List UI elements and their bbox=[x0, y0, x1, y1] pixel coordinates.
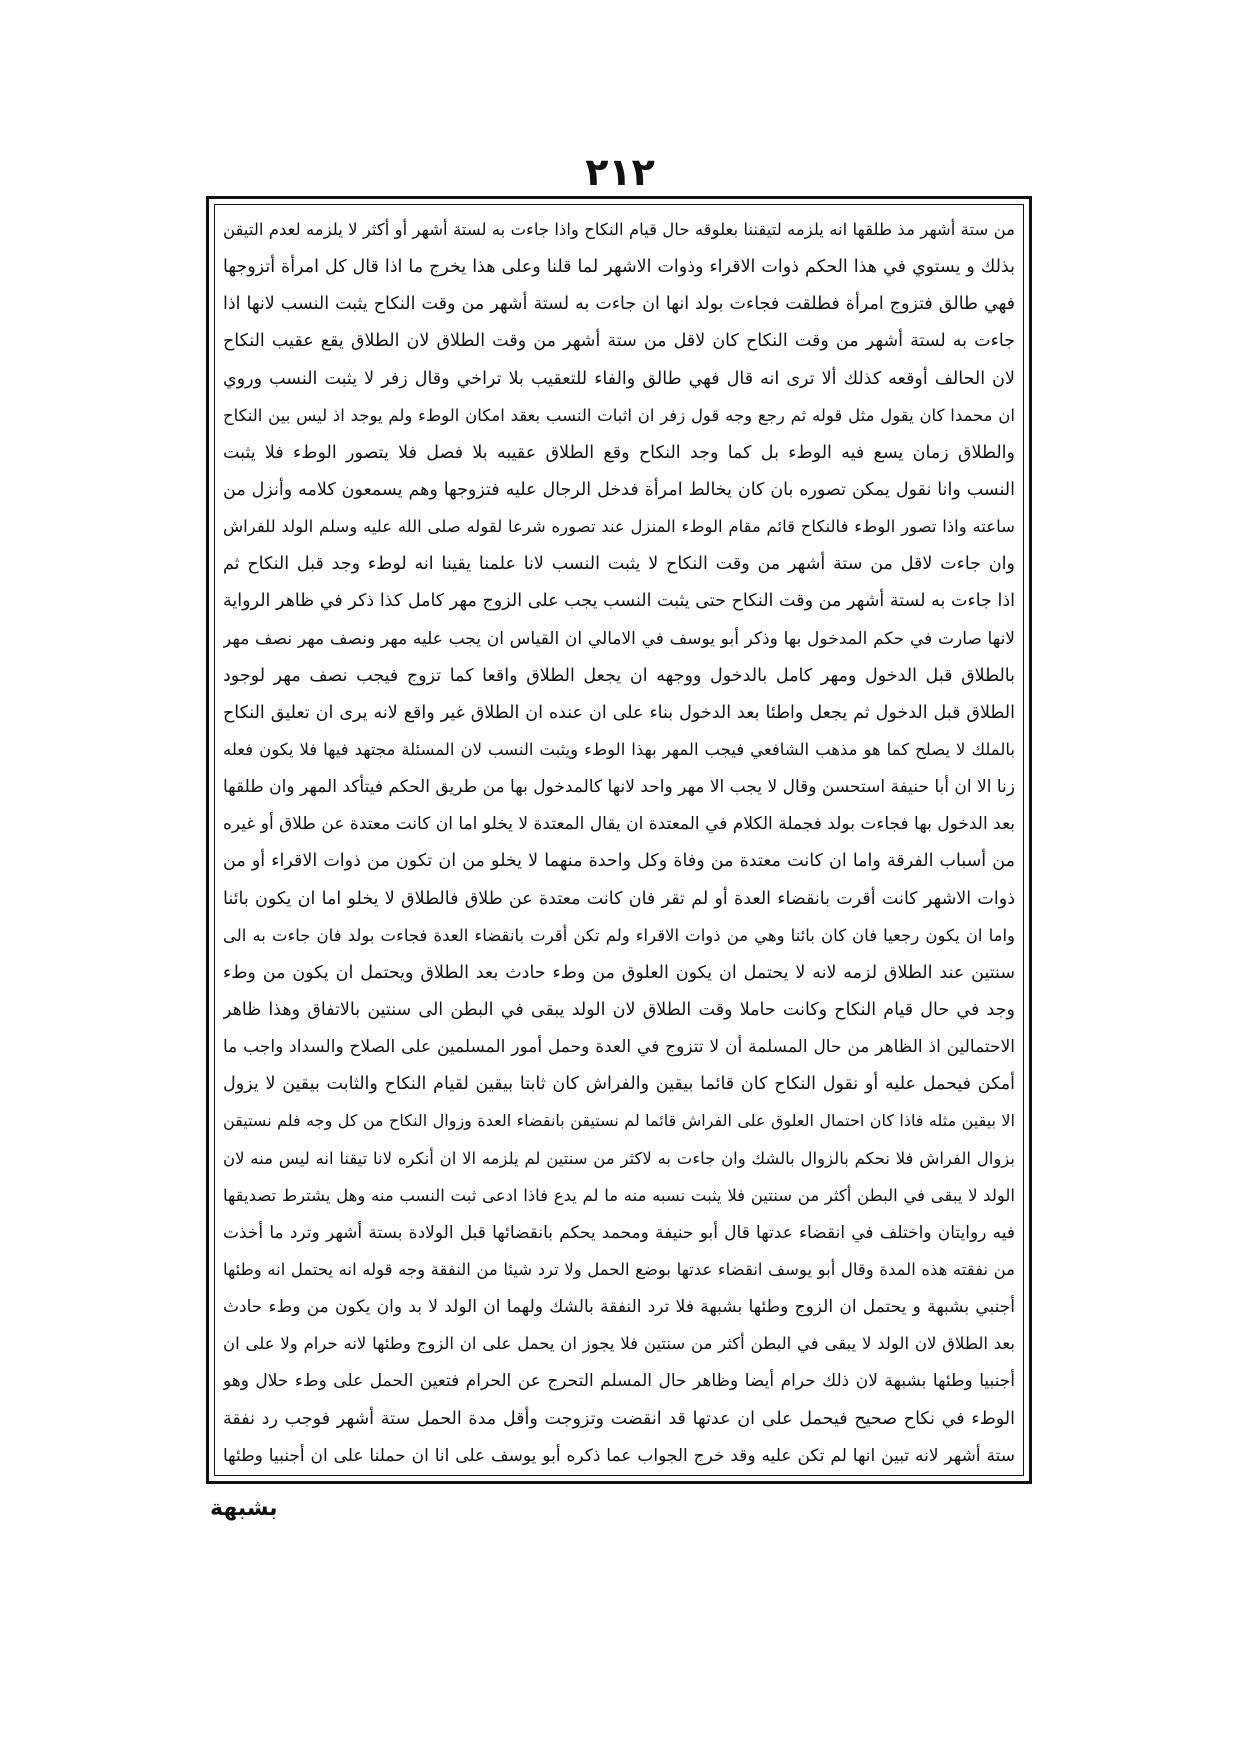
text-line: من أسباب الفرقة واما ان كانت معتدة من وفاة وكل واحدة منهما لا يخلو من ان تكون من ذوات الاقراء أو من bbox=[223, 851, 1015, 872]
text-frame bbox=[206, 196, 1032, 1484]
text-line: الولد لا يبقى في البطن أكثر من سنتين فلا يثبت نسبه منه ما لم يدع فاذا ادعى ثبت النسب منه وهل يشترط تصديقها bbox=[223, 1185, 1015, 1205]
text-line: النسب وانا نقول يمكن تصوره بان كان يخالط امرأة فدخل الرجال عليه فتزوجها وهم يسمعون كلامه وأنزل من bbox=[223, 479, 1015, 500]
text-line: بالطلاق قبل الدخول ومهر كامل بالدخول ووجهه ان يجعل الطلاق واقعا كما تزوج فيجب نصف مهر لوجود bbox=[223, 665, 1015, 686]
text-line: من نفقته هذه المدة وقال أبو يوسف انقضاء عدتها بوضع الحمل ولا ترد شيئا من النفقة وجه قوله انه يحتمل انه وطئها bbox=[223, 1259, 1015, 1279]
text-line: لان الحالف أوقعه كذلك ألا ترى انه قال فهي طالق والفاء للتعقيب بلا تراخي وقال زفر لا يثبت النسب وروي bbox=[223, 368, 1015, 389]
text-line: بذلك و يستوي في هذا الحكم ذوات الاقراء وذوات الاشهر لما قلنا وعلى هذا يخرج ما اذا قال كل امرأة أتزوجها bbox=[223, 257, 1015, 278]
page-number: ٢١٢ bbox=[585, 150, 655, 194]
text-body bbox=[223, 213, 1015, 1473]
text-line: ان محمدا كان يقول مثل قوله ثم رجع وجه قول زفر ان اثبات النسب بعقد امكان الوطء ولم يوجد اذ ليس بين النكاح bbox=[223, 405, 1015, 425]
text-line: فهي طالق فتزوج امرأة فطلقت فجاءت بولد انها ان جاءت به لستة أشهر من وقت النكاح يثبت النسب لانها اذا bbox=[223, 294, 1015, 315]
text-line: الوطء في نكاح صحيح فيحمل على ان عدتها قد انقضت وتزوجت وأقل مدة الحمل ستة أشهر فوجب رد نفقة bbox=[223, 1408, 1015, 1429]
text-line: واما ان يكون رجعيا فان كان بائنا وهي من ذوات الاقراء ولم تكن أقرت بانقضاء العدة فجاءت بولد فان جاءت به الى bbox=[223, 925, 1015, 945]
text-line: أجنبيا وطئها بشبهة لان ذلك حرام أيضا وظاهر حال المسلم التحرج عن الحرام فتعين الحمل على وطء حلال وهو bbox=[223, 1371, 1015, 1392]
text-line: وجد في حال قيام النكاح وكانت حاملا وقت الطلاق لان الولد يبقى في البطن الى سنتين بالاتفاق وهذا ظاهر bbox=[223, 999, 1015, 1020]
text-line: الا بيقين مثله فاذا كان احتمال العلوق على الفراش قائما لم نستيقن بانقضاء العدة وزوال النكاح من كل وجه فلم نستيقن bbox=[223, 1111, 1015, 1131]
text-line: سنتين عند الطلاق لزمه لانه لا يحتمل ان يكون العلوق من وطء حادث بعد الطلاق ويحتمل ان يكون من وطء bbox=[223, 962, 1015, 983]
text-line: زنا الا ان أبا حنيفة استحسن وقال لا يجب الا مهر واحد لانها كالمدخول بها من طريق الحكم فيتأكد المهر وان طلقها bbox=[223, 777, 1015, 798]
text-line: وان جاءت لاقل من ستة أشهر من وقت النكاح لا يثبت النسب لانا علمنا يقينا انه لوطء وجد قبل النكاح ثم bbox=[223, 554, 1015, 575]
text-line: الاحتمالين اذ الظاهر من حال المسلمة أن لا تتزوج في العدة وحمل أمور المسلمين على الصلاح والسداد واجب ما bbox=[223, 1037, 1015, 1058]
text-line: بالملك لا يصلح كما هو مذهب الشافعي فيجب المهر بهذا الوطء ويثبت النسب لان المسئلة مجتهد فيها فلا يكون فعله bbox=[223, 739, 1015, 759]
text-line: من ستة أشهر مذ طلقها انه يلزمه لتيقننا بعلوقه حال قيام النكاح واذا جاءت به لستة أشهر أو أكثر لا يلزمه لعدم التيقن bbox=[223, 220, 1015, 239]
text-line: بزوال الفراش فلا نحكم بالزوال بالشك وان جاءت به لاكثر من سنتين لم يلزمه الا ان أنكره لانا تيقنا انه ليس منه لان bbox=[223, 1148, 1015, 1168]
text-line: لانها صارت في حكم المدخول بها وذكر أبو يوسف في الامالي ان القياس ان يجب عليه مهر ونصف مهر نصف مهر bbox=[223, 628, 1015, 649]
text-line: فيه روايتان واختلف في انقضاء عدتها قال أبو حنيفة ومحمد يحكم بانقضائها قبل الولادة بستة أشهر وترد ما أخذت bbox=[223, 1222, 1015, 1243]
text-line: ستة أشهر لانه تبين انها لم تكن عليه وقد خرج الجواب عما ذكره أبو يوسف على انا ان حملنا على ان أجنبيا وطئها bbox=[223, 1445, 1015, 1466]
catchword: بشبهة bbox=[210, 1496, 278, 1521]
text-line: أمكن فيحمل عليه أو نقول النكاح كان قائما بيقين والفراش كان ثابتا بيقين لقيام النكاح والثابت بيقين لا يزول bbox=[223, 1074, 1015, 1095]
text-line: ساعته واذا تصور الوطء فالنكاح قائم مقام الوطء المنزل عند تصوره شرعا لقوله صلى الله عليه وسلم الولد للفراش bbox=[223, 517, 1015, 537]
text-line: جاءت به لستة أشهر من وقت النكاح كان لاقل من ستة أشهر من وقت الطلاق لان الطلاق يقع عقيب النكاح bbox=[223, 331, 1015, 352]
text-line: ذوات الاشهر كانت أقرت بانقضاء العدة أو لم تقر فان كانت معتدة عن طلاق فالطلاق لا يخلو اما ان يكون بائنا bbox=[223, 888, 1015, 909]
text-line: بعد الدخول بها فجاءت بولد فجملة الكلام في المعتدة ان يقال المعتدة لا يخلو اما ان كانت معتدة عن طلاق أو غيره bbox=[223, 814, 1015, 835]
text-line: أجنبي بشبهة و يحتمل ان الزوج وطئها بشبهة فلا ترد النفقة بالشك ولهما ان الولد لا بد وان يكون من وطء حادث bbox=[223, 1297, 1015, 1318]
text-line: بعد الطلاق لان الولد لا يبقى في البطن أكثر من سنتين فلا يجوز ان يحمل على ان الزوج وطئها لانه حرام ولا على ان bbox=[223, 1334, 1015, 1354]
text-line: اذا جاءت به لستة أشهر من وقت النكاح حتى يثبت النسب يجب على الزوج مهر كامل كذا ذكر في ظاهر الرواية bbox=[223, 591, 1015, 612]
text-line: الطلاق قبل الدخول ثم يجعل واطئا بعد الدخول بناء على ان عنده ان الطلاق غير واقع لانه يرى ان تعليق النكاح bbox=[223, 702, 1015, 723]
text-line: والطلاق زمان يسع فيه الوطء بل كما وجد النكاح وقع الطلاق عقيبه بلا فصل فلا يتصور الوطء فلا يثبت bbox=[223, 442, 1015, 463]
